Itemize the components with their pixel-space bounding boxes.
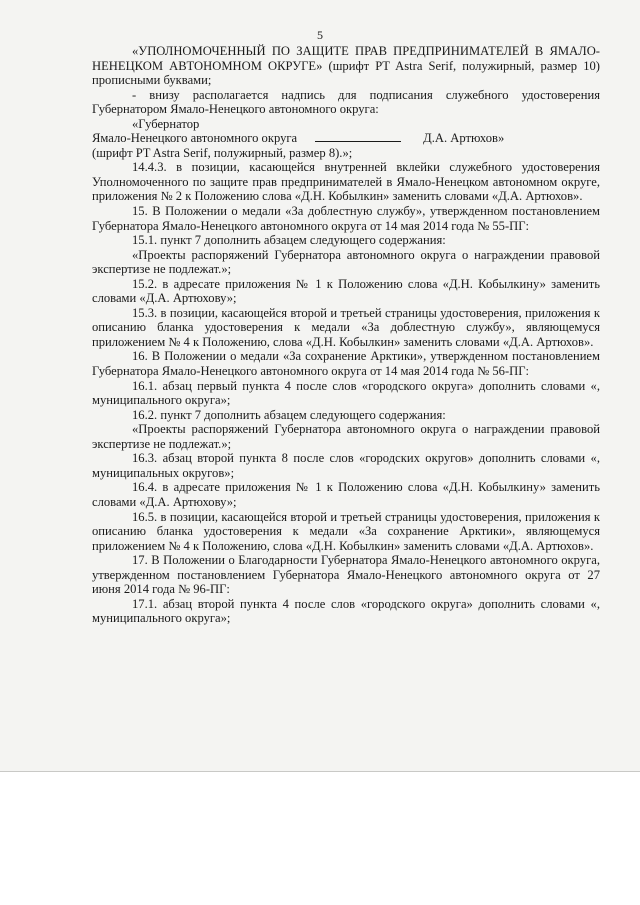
paragraph: 16.2. пункт 7 дополнить абзацем следующего содержания: bbox=[132, 407, 446, 422]
signature-blank bbox=[315, 131, 401, 142]
paragraph: (шрифт PT Astra Serif, полужирный, размер 8).»; bbox=[92, 145, 353, 160]
paragraph: 16.3. абзац второй пункта 8 после слов «городских округов» дополнить словами «, муниципальных округов»; bbox=[92, 451, 600, 480]
paragraph: «Проекты распоряжений Губернатора автономного округа о награждении правовой экспертизе не подлежат.»; bbox=[92, 422, 600, 451]
signature-title: Ямало-Ненецкого автономного округа bbox=[92, 131, 298, 146]
paragraph: 16.1. абзац первый пункта 4 после слов «городского округа» дополнить словами «, муниципального округа»; bbox=[92, 378, 600, 408]
page-number: 5 bbox=[317, 28, 323, 42]
paragraph: 15.1. пункт 7 дополнить абзацем следующего содержания: bbox=[132, 233, 446, 248]
document-body bbox=[92, 44, 600, 626]
paragraph: 17. В Положении о Благодарности Губернатора Ямало-Ненецкого автономного округа, утвержденном постановлением Губернатора Ямало-Ненецкого автономного округа от 27 июня 2014 года № 96-ПГ: bbox=[92, 553, 600, 597]
paragraph: 15.2. в адресате приложения № 1 к Положению слова «Д.Н. Кобылкину» заменить словами «Д.А. Артюхову»; bbox=[92, 276, 600, 306]
signature-line bbox=[92, 131, 600, 146]
paragraph: «Губернатор bbox=[132, 116, 200, 131]
paragraph: «УПОЛНОМОЧЕННЫЙ ПО ЗАЩИТЕ ПРАВ ПРЕДПРИНИМАТЕЛЕЙ В ЯМАЛО-НЕНЕЦКОМ АВТОНОМНОМ ОКРУГЕ» (шрифт PT Astra Serif, полужирный, размер 10) прописными буквами; bbox=[92, 44, 600, 88]
paragraph: 17.1. абзац второй пункта 4 после слов «городского округа» дополнить словами «, муниципального округа»; bbox=[92, 596, 600, 626]
paragraph: 15. В Положении о медали «За доблестную службу», утвержденном постановлением Губернатора Ямало-Ненецкого автономного округа от 14 мая 2014 года № 55-ПГ: bbox=[92, 204, 600, 233]
paragraph: 16.4. в адресате приложения № 1 к Положению слова «Д.Н. Кобылкину» заменить словами «Д.А. Артюхову»; bbox=[92, 480, 600, 509]
paragraph: «Проекты распоряжений Губернатора автономного округа о награждении правовой экспертизе не подлежат.»; bbox=[92, 247, 600, 277]
paragraph: 15.3. в позиции, касающейся второй и третьей страницы удостоверения, приложения к описанию бланка удостоверения к медали «За доблестную службу», являющемуся приложением № 4 к Положению, слова «Д.Н. Кобылкин» заменить словами «Д.А. Артюхов». bbox=[92, 305, 600, 349]
signature-name: Д.А. Артюхов» bbox=[423, 131, 505, 146]
paragraph: - внизу располагается надпись для подписания служебного удостоверения Губернатором Ямало-Ненецкого автономного округа: bbox=[92, 87, 600, 117]
paragraph: 16. В Положении о медали «За сохранение Арктики», утвержденном постановлением Губернатора Ямало-Ненецкого автономного округа от 14 мая 2014 года № 56-ПГ: bbox=[92, 349, 600, 379]
paragraph: 16.5. в позиции, касающейся второй и третьей страницы удостоверения, приложения к описанию бланка удостоверения к медали «За сохранение Арктики», являющемуся приложением № 4 к Положению, слова «Д.Н. Кобылкин» заменить словами «Д.А. Артюхов». bbox=[92, 509, 600, 553]
blank-area bbox=[0, 772, 640, 905]
paragraph: 14.4.3. в позиции, касающейся внутренней вклейки служебного удостоверения Уполномоченного по защите прав предпринимателей в Ямало-Ненецком автономном округе, приложения № 2 к Положению слова «Д.Н. Кобылкин» заменить словами «Д.А. Артюхов». bbox=[92, 160, 600, 204]
